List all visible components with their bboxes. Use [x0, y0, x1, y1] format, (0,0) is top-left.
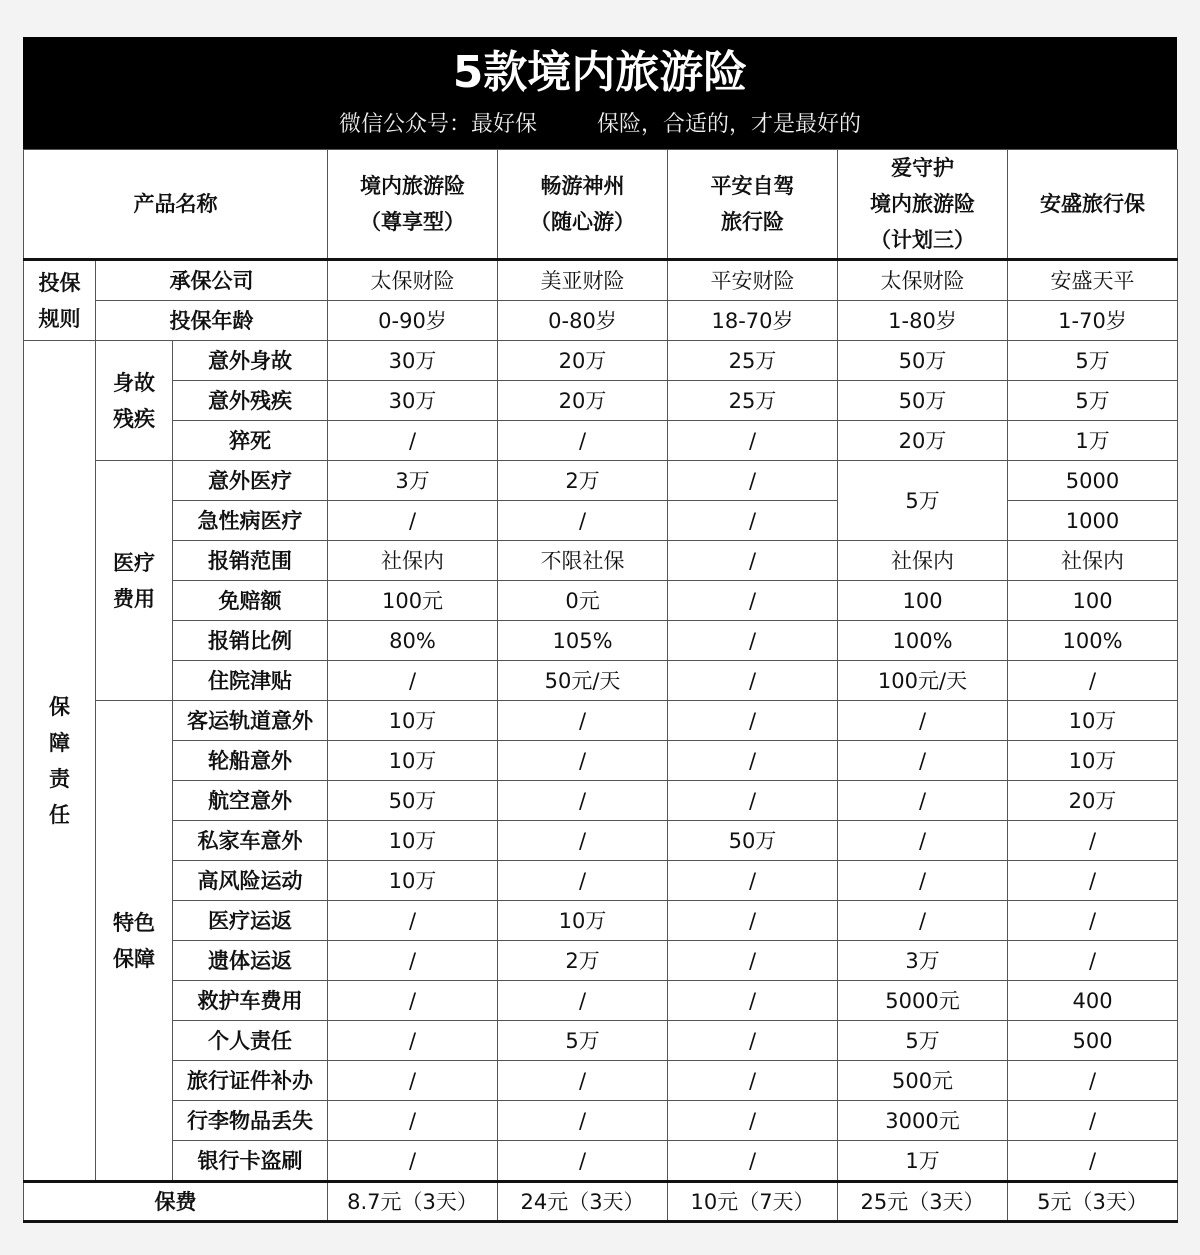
cell: 10万 — [1008, 701, 1178, 741]
cell: / — [328, 1021, 498, 1061]
cell: 10万 — [498, 901, 668, 941]
cell: 0-80岁 — [498, 301, 668, 341]
cell: 0元 — [498, 581, 668, 621]
cell: 1-80岁 — [838, 301, 1008, 341]
table-row — [24, 621, 1178, 661]
table-row — [24, 1021, 1178, 1061]
row-label: 航空意外 — [173, 781, 328, 821]
cell: / — [668, 861, 838, 901]
cell: 105% — [498, 621, 668, 661]
cell: 20万 — [498, 381, 668, 421]
premium-row — [24, 1182, 1178, 1222]
cell: / — [328, 1141, 498, 1182]
cell: 100 — [1008, 581, 1178, 621]
cell: 80% — [328, 621, 498, 661]
cell: 3万 — [838, 941, 1008, 981]
table-row — [24, 301, 1178, 341]
cell: / — [328, 941, 498, 981]
product-header-1: 境内旅游险 （尊享型） — [328, 150, 498, 260]
cell: / — [838, 901, 1008, 941]
table-row — [24, 781, 1178, 821]
cell: 20万 — [498, 341, 668, 381]
cell: 3000元 — [838, 1101, 1008, 1141]
cell: 社保内 — [328, 541, 498, 581]
cell: / — [1008, 1141, 1178, 1182]
cell: 5万 — [1008, 341, 1178, 381]
cell: 10万 — [1008, 741, 1178, 781]
cell: 2万 — [498, 941, 668, 981]
table-row — [24, 1101, 1178, 1141]
row-label: 行李物品丢失 — [173, 1101, 328, 1141]
cell: 25万 — [668, 381, 838, 421]
cell: / — [328, 661, 498, 701]
cell: 100 — [838, 581, 1008, 621]
cell: / — [668, 501, 838, 541]
table-row — [24, 741, 1178, 781]
table-row — [24, 661, 1178, 701]
cell: / — [668, 701, 838, 741]
cell: / — [668, 1061, 838, 1101]
cell: 太保财险 — [838, 260, 1008, 301]
cell: / — [498, 821, 668, 861]
table-row — [24, 941, 1178, 981]
group-special: 特色 保障 — [96, 701, 173, 1182]
cell: / — [328, 901, 498, 941]
table-row — [24, 1141, 1178, 1182]
cell: 20万 — [838, 421, 1008, 461]
cell: 10万 — [328, 821, 498, 861]
row-label: 个人责任 — [173, 1021, 328, 1061]
cell: 50元/天 — [498, 661, 668, 701]
cell: 18-70岁 — [668, 301, 838, 341]
row-label: 意外医疗 — [173, 461, 328, 501]
row-label: 住院津贴 — [173, 661, 328, 701]
cell: 3万 — [328, 461, 498, 501]
cell: / — [668, 901, 838, 941]
table-row — [24, 541, 1178, 581]
cell-merged: 5万 — [838, 461, 1008, 541]
cell: / — [328, 1101, 498, 1141]
cell: / — [838, 821, 1008, 861]
cell: / — [498, 861, 668, 901]
cell: / — [668, 781, 838, 821]
cell: / — [668, 541, 838, 581]
cell: / — [498, 741, 668, 781]
cell: 30万 — [328, 381, 498, 421]
cell: 社保内 — [838, 541, 1008, 581]
cell: 10万 — [328, 861, 498, 901]
subtitle-slogan: 保险，合适的，才是最好的 — [597, 112, 862, 137]
cell: / — [328, 421, 498, 461]
cell: / — [498, 501, 668, 541]
row-label: 遗体运返 — [173, 941, 328, 981]
product-name-label: 产品名称 — [24, 150, 328, 260]
cell: 500 — [1008, 1021, 1178, 1061]
row-label: 猝死 — [173, 421, 328, 461]
premium-cell: 24元（3天） — [498, 1182, 668, 1222]
cell: 10万 — [328, 701, 498, 741]
cell: 10万 — [328, 741, 498, 781]
cell: / — [668, 981, 838, 1021]
table-row — [24, 1061, 1178, 1101]
premium-cell: 8.7元（3天） — [328, 1182, 498, 1222]
cell: 安盛天平 — [1008, 260, 1178, 301]
subtitle-account: 微信公众号：最好保 — [338, 112, 537, 137]
cell: 100% — [1008, 621, 1178, 661]
cell: 1000 — [1008, 501, 1178, 541]
table-row — [24, 581, 1178, 621]
cell: 100元 — [328, 581, 498, 621]
row-label: 私家车意外 — [173, 821, 328, 861]
row-label: 意外残疾 — [173, 381, 328, 421]
cell: / — [668, 421, 838, 461]
row-label: 旅行证件补办 — [173, 1061, 328, 1101]
group-medical: 医疗 费用 — [96, 461, 173, 701]
cell: / — [498, 421, 668, 461]
product-header-3: 平安自驾 旅行险 — [668, 150, 838, 260]
row-label: 投保年龄 — [96, 301, 328, 341]
cell: / — [668, 1021, 838, 1061]
subtitle — [23, 109, 1177, 141]
table-row — [24, 381, 1178, 421]
cell: / — [668, 661, 838, 701]
cell: / — [1008, 901, 1178, 941]
table-row — [24, 461, 1178, 501]
product-header-2: 畅游神州 （随心游） — [498, 150, 668, 260]
cell: / — [498, 701, 668, 741]
cell: / — [668, 621, 838, 661]
cell: 50万 — [838, 341, 1008, 381]
cell: / — [1008, 941, 1178, 981]
table-row — [24, 260, 1178, 301]
row-label: 高风险运动 — [173, 861, 328, 901]
table-row — [24, 861, 1178, 901]
cell: 不限社保 — [498, 541, 668, 581]
cell: 1-70岁 — [1008, 301, 1178, 341]
cell: 0-90岁 — [328, 301, 498, 341]
cell: / — [838, 701, 1008, 741]
cell: / — [328, 981, 498, 1021]
group-coverage: 保 障 责 任 — [24, 341, 96, 1182]
cell: / — [668, 941, 838, 981]
row-label: 客运轨道意外 — [173, 701, 328, 741]
row-label: 救护车费用 — [173, 981, 328, 1021]
row-label: 医疗运返 — [173, 901, 328, 941]
cell: 30万 — [328, 341, 498, 381]
cell: 5000 — [1008, 461, 1178, 501]
header-row — [24, 150, 1178, 260]
comparison-table — [23, 149, 1178, 1223]
cell: 2万 — [498, 461, 668, 501]
cell: / — [668, 1101, 838, 1141]
cell: / — [1008, 661, 1178, 701]
group-rules: 投保 规则 — [24, 260, 96, 341]
cell: / — [498, 1061, 668, 1101]
cell: 50万 — [328, 781, 498, 821]
row-label: 免赔额 — [173, 581, 328, 621]
cell: / — [1008, 861, 1178, 901]
table-row — [24, 981, 1178, 1021]
cell: 500元 — [838, 1061, 1008, 1101]
cell: / — [328, 501, 498, 541]
cell: 美亚财险 — [498, 260, 668, 301]
table-row — [24, 821, 1178, 861]
cell: 50万 — [838, 381, 1008, 421]
cell: / — [498, 1101, 668, 1141]
premium-label: 保费 — [24, 1182, 328, 1222]
cell: 5万 — [1008, 381, 1178, 421]
row-label: 轮船意外 — [173, 741, 328, 781]
product-header-4: 爱守护 境内旅游险 （计划三） — [838, 150, 1008, 260]
cell: 5万 — [838, 1021, 1008, 1061]
cell: 太保财险 — [328, 260, 498, 301]
cell: / — [1008, 1101, 1178, 1141]
cell: 25万 — [668, 341, 838, 381]
page-title: 5款境内旅游险 — [452, 47, 748, 98]
cell: / — [1008, 821, 1178, 861]
table-row — [24, 421, 1178, 461]
cell: 1万 — [1008, 421, 1178, 461]
title-banner — [23, 37, 1177, 149]
cell: 20万 — [1008, 781, 1178, 821]
cell: 5000元 — [838, 981, 1008, 1021]
cell: / — [668, 461, 838, 501]
row-label: 意外身故 — [173, 341, 328, 381]
cell: / — [668, 1141, 838, 1182]
cell: / — [328, 1061, 498, 1101]
table-row — [24, 341, 1178, 381]
cell: 100元/天 — [838, 661, 1008, 701]
table-row — [24, 701, 1178, 741]
cell: 社保内 — [1008, 541, 1178, 581]
row-label: 银行卡盗刷 — [173, 1141, 328, 1182]
product-header-5: 安盛旅行保 — [1008, 150, 1178, 260]
cell: / — [838, 781, 1008, 821]
cell: / — [498, 781, 668, 821]
cell: / — [838, 861, 1008, 901]
group-death-disability: 身故 残疾 — [96, 341, 173, 461]
cell: / — [498, 1141, 668, 1182]
cell: 5万 — [498, 1021, 668, 1061]
premium-cell: 10元（7天） — [668, 1182, 838, 1222]
cell: 400 — [1008, 981, 1178, 1021]
premium-cell: 5元（3天） — [1008, 1182, 1178, 1222]
row-label: 承保公司 — [96, 260, 328, 301]
cell: / — [668, 581, 838, 621]
premium-cell: 25元（3天） — [838, 1182, 1008, 1222]
row-label: 报销比例 — [173, 621, 328, 661]
cell: / — [498, 981, 668, 1021]
cell: / — [668, 741, 838, 781]
table-row — [24, 901, 1178, 941]
row-label: 报销范围 — [173, 541, 328, 581]
row-label: 急性病医疗 — [173, 501, 328, 541]
cell: / — [1008, 1061, 1178, 1101]
cell: 1万 — [838, 1141, 1008, 1182]
cell: 100% — [838, 621, 1008, 661]
cell: 平安财险 — [668, 260, 838, 301]
cell: / — [838, 741, 1008, 781]
cell: 50万 — [668, 821, 838, 861]
